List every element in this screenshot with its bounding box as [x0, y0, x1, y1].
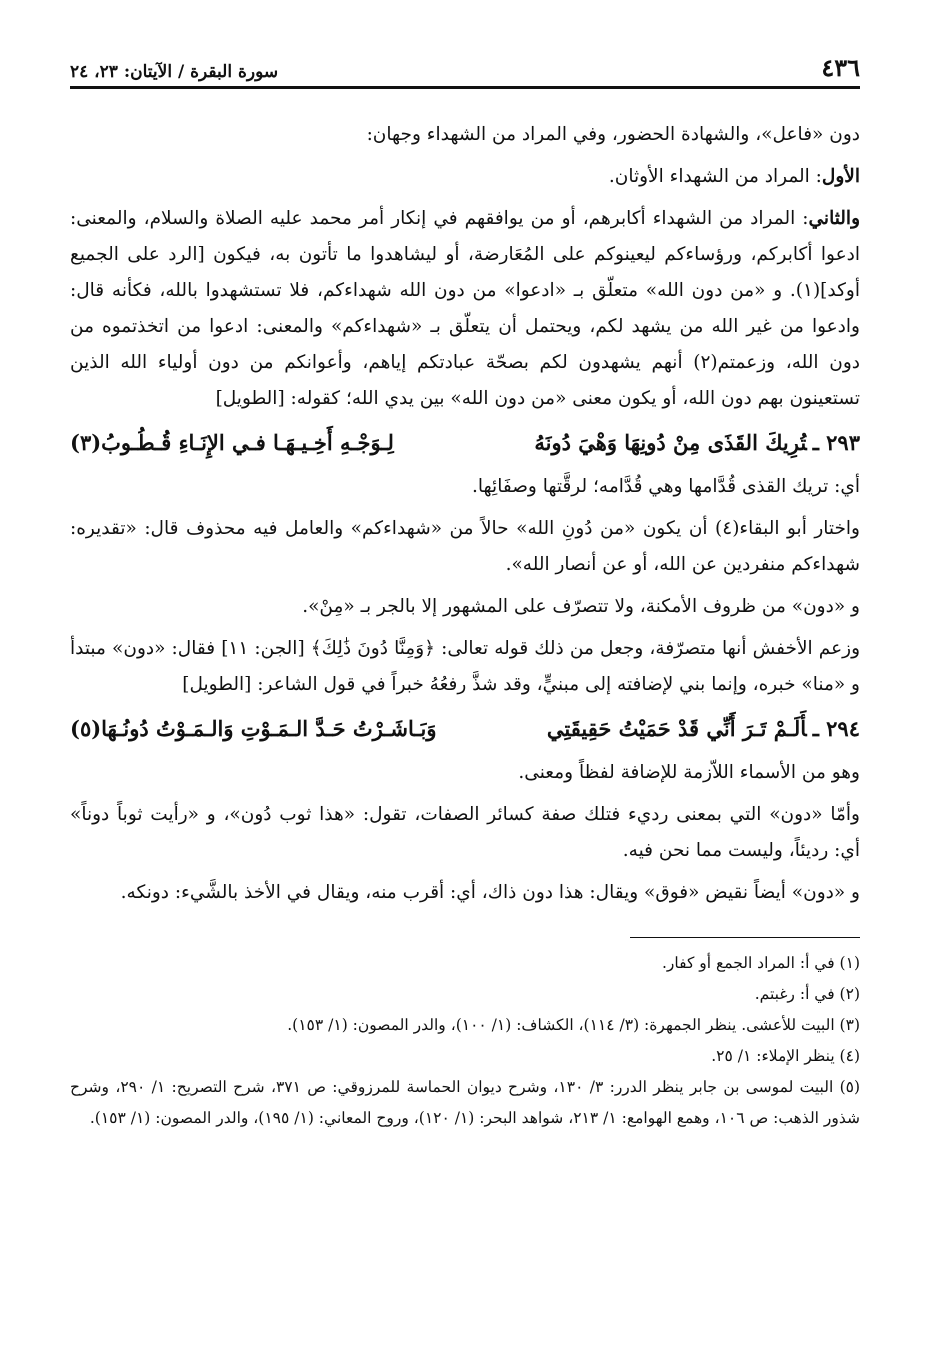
verse-293-number: ٢٩٣ ـ [812, 430, 860, 455]
paragraph-3 [70, 201, 860, 417]
paragraph-7: وزعم الأخفش أنها متصرّفة، وجعل من ذلك قوله تعالى: ﴿وَمِنَّا دُونَ ذَٰلِكَ﴾ [الجن: ١١] فقال: «دون» مبتدأ و «منا» خبره، وإنما بني لإضافته إلى مبنيٍّ، وقد شذَّ رفعُهُ خبراً في قول الشاعر: [الطويل] [70, 638, 860, 695]
paragraph-9: وأمّا «دون» التي بمعنى رديء فتلك صفة كسائر الصفات، تقول: «هذا ثوب دُون»، و «رأيت ثوباً دوناً» أي: رديئاً، وليست مما نحن فيه. [70, 804, 860, 861]
page-header [70, 52, 860, 89]
footnote-separator [630, 937, 860, 938]
running-head: سورة البقرة / الآيتان: ٢٣، ٢٤ [70, 62, 279, 82]
poetry-verse-293 [70, 423, 860, 463]
paragraph-2-lead: الأول [821, 166, 860, 187]
poetry-verse-294 [70, 709, 860, 749]
paragraph-10: و «دون» أيضاً نقيض «فوق» ويقال: هذا دون ذاك، أي: أقرب منه، ويقال في الأخذ بالشَّيء: دونكه. [120, 882, 860, 903]
footnote-5: (٥) البيت لموسى بن جابر ينظر الدرر: ٣/ ١٣٠، وشرح ديوان الحماسة للمرزوقي: ص ٣٧١، شرح التصريح: ١/ ٢٩٠، وشرح شذور الذهب: ص ١٠٦، وهمع الهوامع: ١/ ٢١٣، شواهد البحر: (١/ ١٢٠)، وروح المعاني: (١/ ١٩٥)، والدر المصون: (١/ ١٥٣). [70, 1078, 861, 1127]
paragraph-2 [70, 159, 860, 195]
footnote-2: (٢) في أ: رغبتم. [754, 985, 860, 1003]
footnotes [70, 948, 860, 1134]
paragraph-2-text: : المراد من الشهداء الأوثان. [608, 166, 822, 187]
paragraph-6: و «دون» من ظروف الأمكنة، ولا تتصرّف على المشهور إلا بالجر بـ «مِنْ». [302, 596, 860, 617]
footnote-1: (١) في أ: المراد الجمع أو كفار. [662, 954, 860, 972]
book-page [70, 52, 860, 1134]
paragraph-5: واختار أبو البقاء(٤) أن يكون «من دُونِ الله» حالاً من «شهداءكم» والعامل فيه محذوف قال: «تقديره: شهداءكم منفردين عن الله، أو عن أنصار الله». [70, 518, 860, 575]
page-number: ٤٣٦ [821, 53, 860, 82]
paragraph-3-lead: والثاني [808, 208, 860, 229]
verse-294-first-hemistich-group [547, 709, 860, 749]
verse-294-first-hemistich: أَلَـمْ تَـرَ أَنِّي قَدْ حَمَيْتُ حَقِيقَتِي [546, 716, 807, 741]
main-text [70, 117, 860, 911]
verse-293-second-hemistich: لِـوَجْـهِ أَخِـيـهَـا فـي الإِنَـاءِ قُـطُـوبُ(٣) [70, 430, 394, 455]
verse-294-number: ٢٩٤ ـ [812, 716, 860, 741]
verse-294-second-hemistich: وَبَـاشَـرْتُ حَـدَّ الـمَـوْتِ وَالـمَـوْتُ دُونُـهَا(٥) [70, 716, 437, 741]
footnote-3: (٣) البيت للأعشى. ينظر الجمهرة: (٣/ ١١٤)، الكشاف: (١/ ١٠٠)، والدر المصون: (١/ ١٥٣). [287, 1016, 860, 1034]
paragraph-4: أي: تريك القذى قُدَّامها وهي قُدَّامه؛ لرقَّتها وصفَائِها. [472, 476, 860, 497]
paragraph-1: دون «فاعل»، والشهادة الحضور، وفي المراد من الشهداء وجهان: [366, 124, 860, 145]
footnote-4: (٤) ينظر الإملاء: ١/ ٢٥. [711, 1047, 860, 1065]
paragraph-8: وهو من الأسماء اللاّزمة للإضافة لفظاً ومعنى. [518, 762, 860, 783]
verse-293-first-hemistich-group [534, 423, 860, 463]
verse-293-first-hemistich: تُرِيكَ القَذَى مِنْ دُونِهَا وَهْيَ دُونَهُ [534, 430, 807, 455]
paragraph-3-text: : المراد من الشهداء أكابرهم، أو من يوافقهم في إنكار أمر محمد عليه الصلاة والسلام، والمعنى: ادعوا أكابركم، ورؤساءكم ليعينوكم على المُعَارضة، أو ليشاهدوا ما تأتون به، فيكون [الرد على الجميع أوكد](١). و «من دون الله» متعلّق بـ «ادعوا» من دون الله شهداءكم، فلا تستشهدوا بالله، فكأنه قال: وادعوا من غير الله من يشهد لكم، ويحتمل أن يتعلّق بـ «شهداءكم» والمعنى: ادعوا من اتخذتموه من دون الله، وزعمتم(٢) أنهم يشهدون لكم بصحّة عبادتكم إياهم، وأعوانكم من دون أولياء الله الذين تستعينون بهم دون الله، أو يكون معنى «من دون الله» بين يدي الله؛ كقوله: [الطويل] [70, 208, 860, 409]
